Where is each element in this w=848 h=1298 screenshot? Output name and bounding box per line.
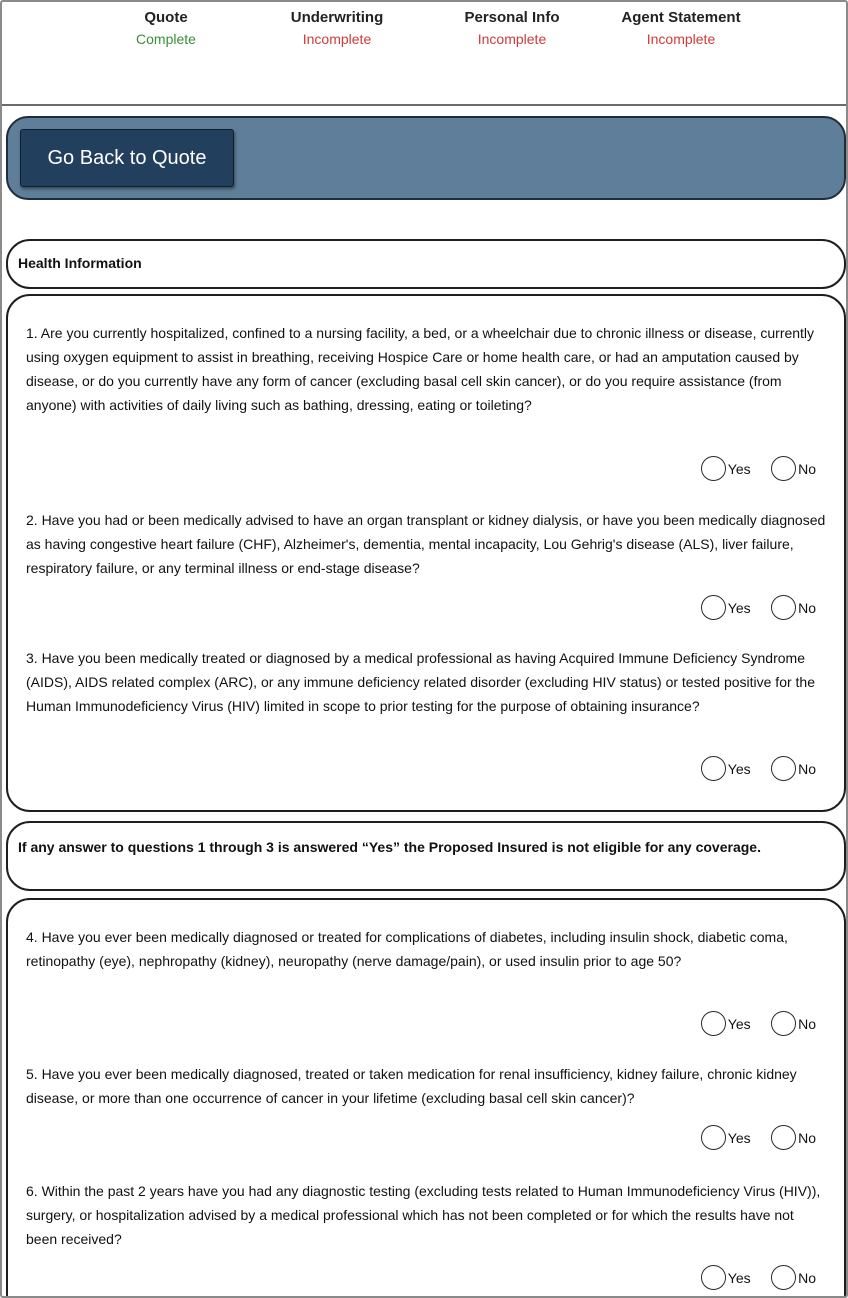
no-radio-5[interactable] bbox=[771, 1125, 816, 1150]
no-label: No bbox=[798, 760, 816, 777]
no-label: No bbox=[798, 1269, 816, 1286]
radio-circle bbox=[701, 595, 726, 620]
step-quote[interactable] bbox=[81, 8, 251, 50]
step-name: Quote bbox=[144, 9, 188, 26]
yes-radio-6[interactable] bbox=[701, 1265, 751, 1290]
yes-label: Yes bbox=[727, 1129, 751, 1146]
question-1: 1. Are you currently hospitalized, confined to a nursing facility, a bed, or a wheelchair due to chronic illness or disease, currently using oxygen equipment to assist in breathing, receiving Hospice Care or home health care, or had an amputation caused by disease, or do you currently have any form of cancer (excluding basal cell skin cancer), or do you require assistance (from anyone) with activities of daily living such as bathing, dressing, eating or toileting? bbox=[26, 325, 815, 413]
go-back-to-quote-button[interactable]: Go Back to Quote bbox=[20, 129, 234, 187]
step-name: Personal Info bbox=[464, 9, 560, 26]
question-4: 4. Have you ever been medically diagnosed or treated for complications of diabetes, including insulin shock, diabetic coma, retinopathy (eye), nephropathy (kidney), neuropathy (nerve damage/pain), or used insulin prior to age 50? bbox=[26, 929, 788, 969]
yes-label: Yes bbox=[727, 1015, 751, 1032]
answer-group-6 bbox=[685, 1265, 816, 1291]
radio-circle bbox=[771, 1011, 796, 1036]
no-radio-2[interactable] bbox=[771, 595, 816, 620]
toolbar bbox=[6, 116, 846, 200]
step-status: Incomplete bbox=[302, 31, 372, 47]
question-5: 5. Have you ever been medically diagnosed, treated or taken medication for renal insufficiency, kidney failure, chronic kidney disease, or more than one occurrence of cancer in your lifetime (excluding basal cell skin cancer)? bbox=[26, 1066, 797, 1106]
radio-circle bbox=[701, 1011, 726, 1036]
yes-radio-4[interactable] bbox=[701, 1011, 751, 1036]
step-name: Underwriting bbox=[290, 9, 384, 26]
no-radio-1[interactable] bbox=[771, 456, 816, 481]
yes-label: Yes bbox=[727, 760, 751, 777]
yes-radio-2[interactable] bbox=[701, 595, 751, 620]
radio-circle bbox=[771, 456, 796, 481]
yes-radio-1[interactable] bbox=[701, 456, 751, 481]
section-header bbox=[6, 239, 846, 289]
yes-label: Yes bbox=[727, 599, 751, 616]
no-label: No bbox=[798, 1129, 816, 1146]
yes-label: Yes bbox=[727, 1269, 751, 1286]
questions-group-1 bbox=[6, 294, 846, 812]
questions-group-2 bbox=[6, 898, 846, 1298]
yes-radio-3[interactable] bbox=[701, 756, 751, 781]
no-radio-3[interactable] bbox=[771, 756, 816, 781]
step-status: Incomplete bbox=[646, 31, 716, 47]
no-label: No bbox=[798, 1015, 816, 1032]
yes-label: Yes bbox=[727, 460, 751, 477]
step-underwriting[interactable] bbox=[252, 8, 422, 50]
question-6: 6. Within the past 2 years have you had any diagnostic testing (excluding tests related to Human Immunodeficiency Virus (HIV)), surgery, or hospitalization advised by a medical professional which has not been completed or for which the results have not been received? bbox=[26, 1183, 821, 1247]
step-status: Incomplete bbox=[477, 31, 547, 47]
radio-circle bbox=[771, 595, 796, 620]
progress-steps bbox=[2, 2, 846, 106]
no-label: No bbox=[798, 599, 816, 616]
eligibility-note-panel bbox=[6, 821, 846, 891]
answer-group-1 bbox=[685, 456, 816, 482]
radio-circle bbox=[771, 756, 796, 781]
radio-circle bbox=[701, 756, 726, 781]
question-2: 2. Have you had or been medically advised to have an organ transplant or kidney dialysis, or have you been medically diagnosed as having congestive heart failure (CHF), Alzheimer's, dementia, mental incapacity, Lou Gehrig's disease (ALS), liver failure, respiratory failure, or any terminal illness or end-stage disease? bbox=[26, 512, 826, 576]
no-label: No bbox=[798, 460, 816, 477]
eligibility-note: If any answer to questions 1 through 3 is answered “Yes” the Proposed Insured is not eligible for any coverage. bbox=[18, 839, 761, 855]
answer-group-2 bbox=[685, 595, 816, 621]
section-title: Health Information bbox=[18, 255, 142, 271]
answer-group-5 bbox=[685, 1125, 816, 1151]
radio-circle bbox=[771, 1125, 796, 1150]
step-name: Agent Statement bbox=[621, 9, 741, 26]
radio-circle bbox=[701, 456, 726, 481]
step-agent-statement[interactable] bbox=[596, 8, 766, 50]
answer-group-4 bbox=[685, 1011, 816, 1037]
answer-group-3 bbox=[685, 756, 816, 782]
no-radio-4[interactable] bbox=[771, 1011, 816, 1036]
yes-radio-5[interactable] bbox=[701, 1125, 751, 1150]
radio-circle bbox=[701, 1125, 726, 1150]
radio-circle bbox=[771, 1265, 796, 1290]
no-radio-6[interactable] bbox=[771, 1265, 816, 1290]
question-3: 3. Have you been medically treated or diagnosed by a medical professional as having Acquired Immune Deficiency Syndrome (AIDS), AIDS related complex (ARC), or any immune deficiency related disorder (excluding HIV status) or tested positive for the Human Immunodeficiency Virus (HIV) limited in scope to prior testing for the purpose of obtaining insurance? bbox=[26, 650, 815, 714]
radio-circle bbox=[701, 1265, 726, 1290]
step-personal-info[interactable] bbox=[427, 8, 597, 50]
step-status: Complete bbox=[136, 31, 196, 47]
